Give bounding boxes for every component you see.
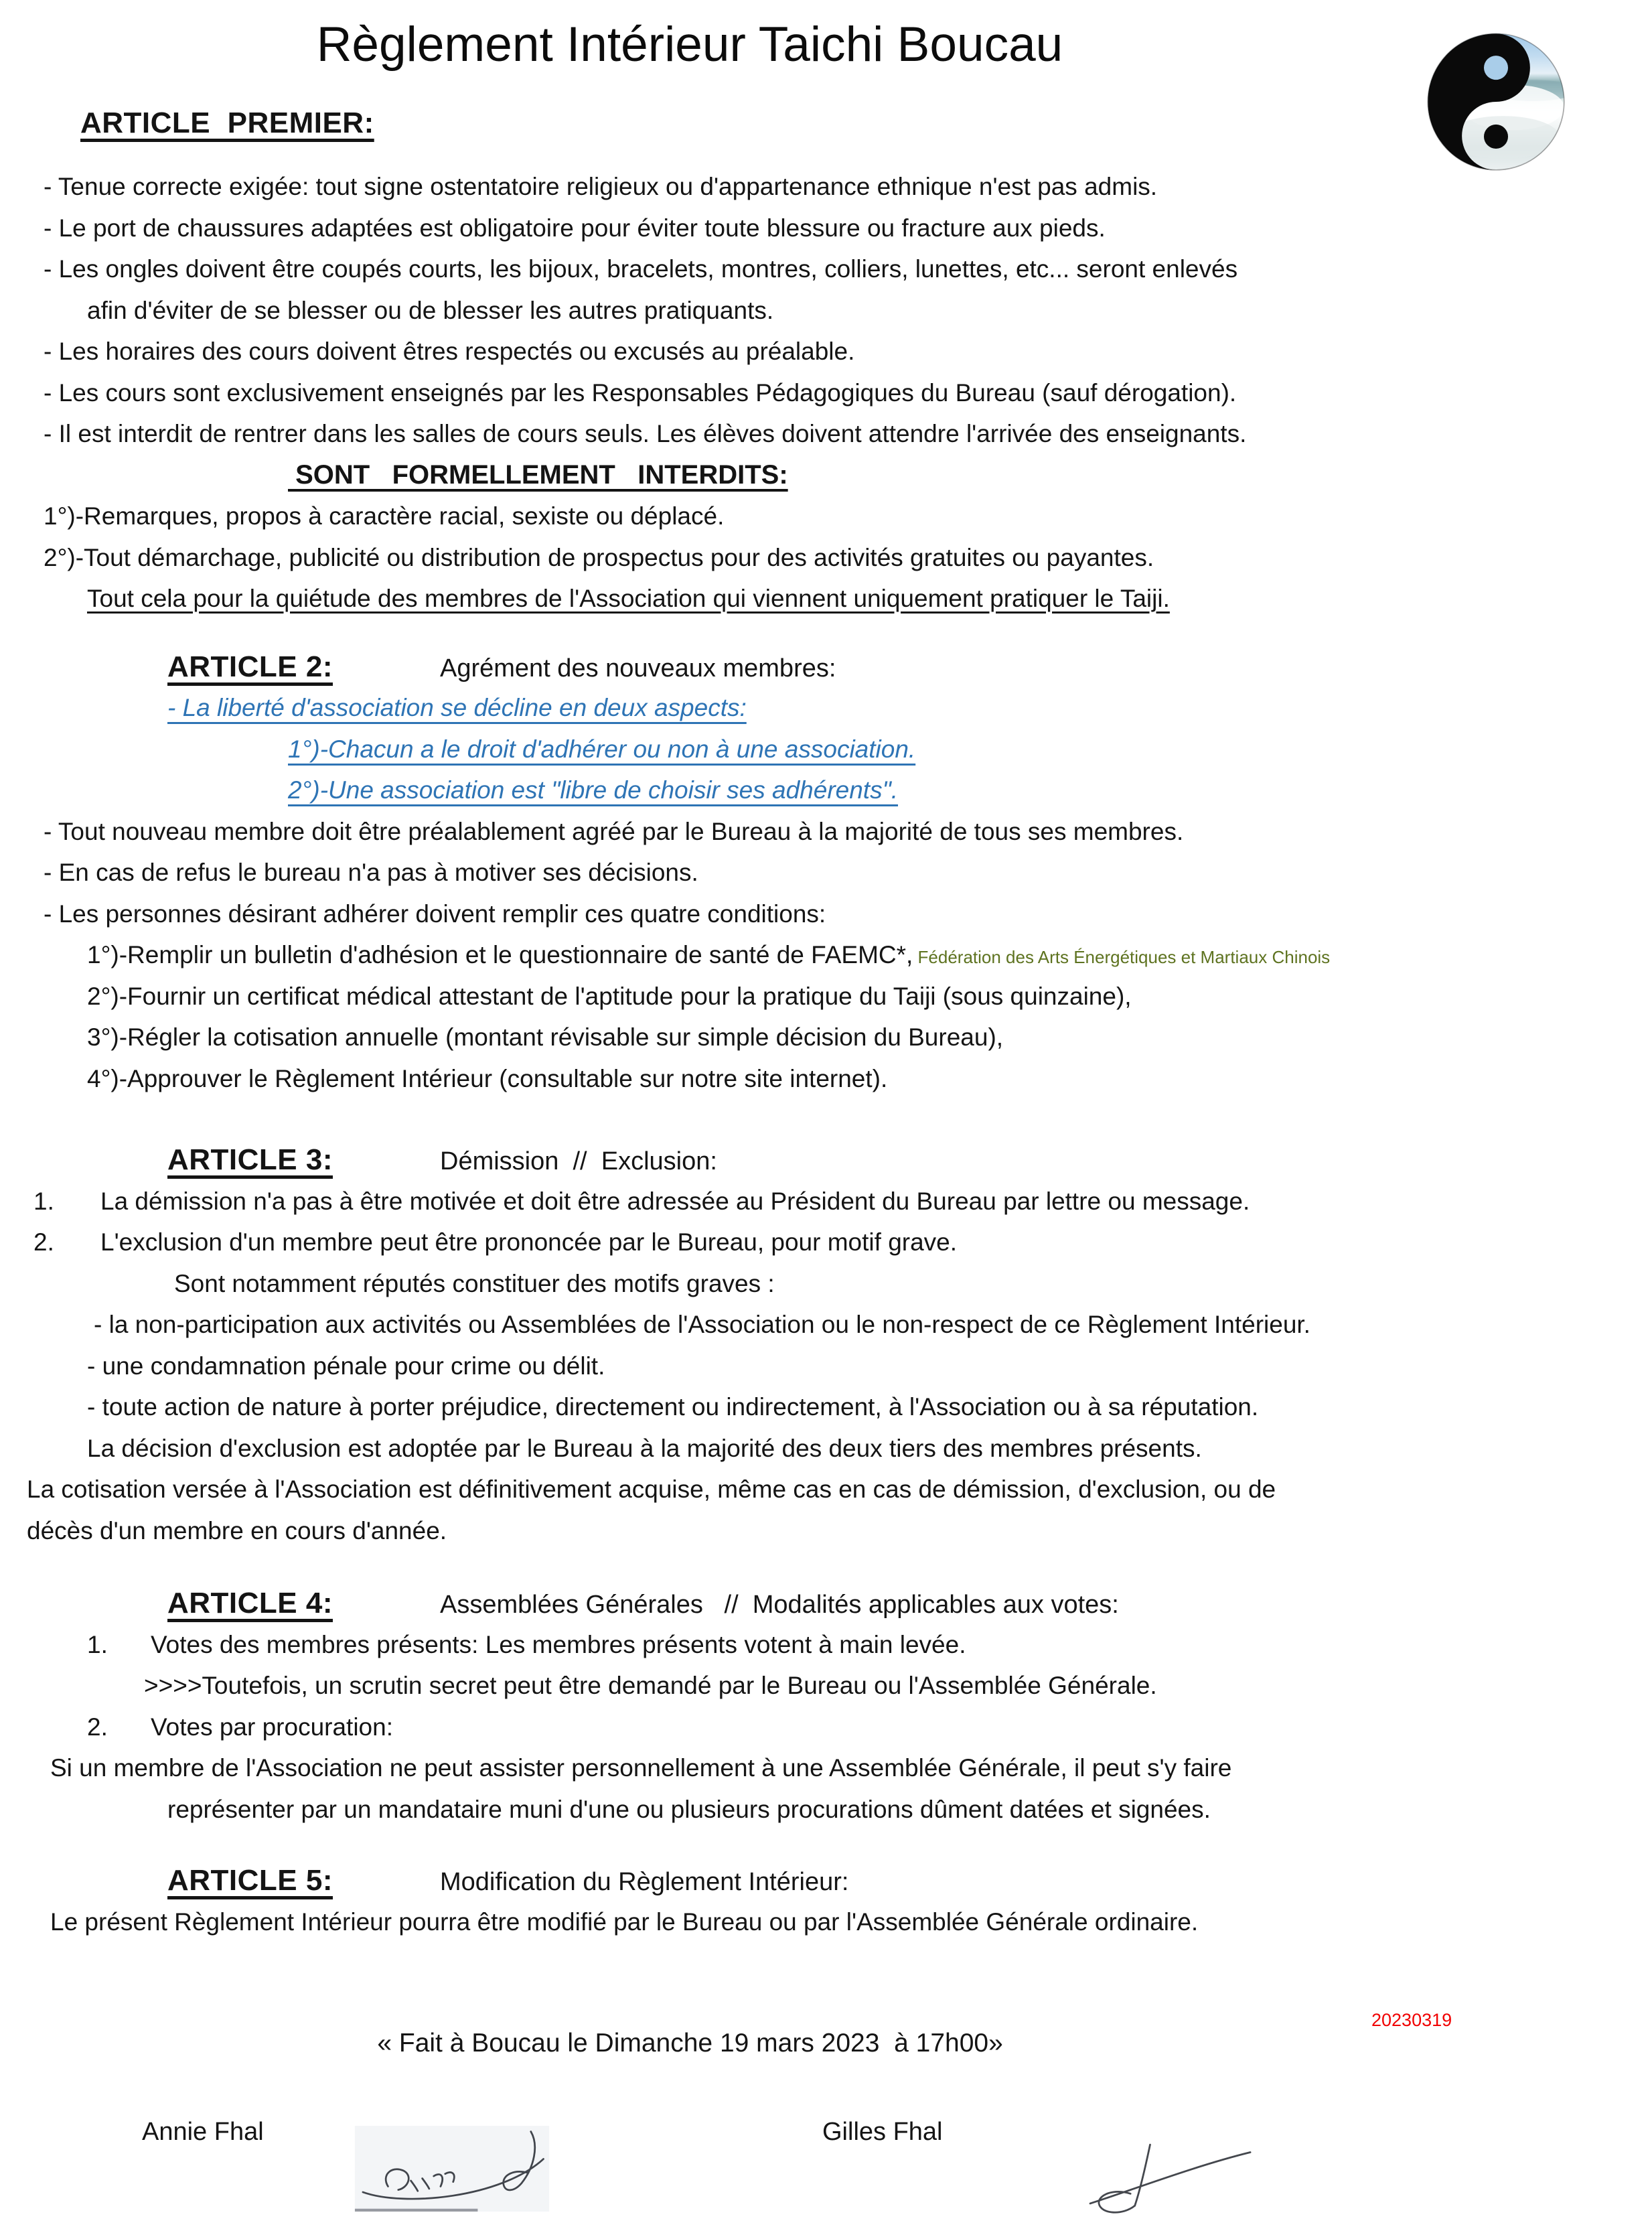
text-span: 2. xyxy=(33,1228,54,1256)
text-span: 2°)-Une association est "libre de choisir ses adhérents". xyxy=(288,776,898,804)
document-page xyxy=(0,12,1652,2235)
text-line xyxy=(0,1665,1652,1707)
yin-sky-dot xyxy=(1484,56,1508,80)
text-line xyxy=(0,208,1652,249)
doc-number: 20230319 xyxy=(1371,2010,1452,2031)
text-line xyxy=(0,1017,1652,1058)
text-line xyxy=(0,496,1652,537)
text-span: Le présent Règlement Intérieur pourra être modifié par le Bureau ou par l'Assemblée Générale ordinaire. xyxy=(50,1907,1199,1936)
interdits-heading xyxy=(0,455,1652,496)
article-3-heading xyxy=(0,1139,1652,1181)
text-span: - La liberté d'association se décline en deux aspects: xyxy=(167,694,747,722)
text-line xyxy=(0,1624,1652,1666)
document-body xyxy=(0,102,1652,1943)
text-span: 1°)-Remplir un bulletin d'adhésion et le questionnaire de santé de FAEMC*, xyxy=(87,941,913,969)
text-line xyxy=(0,1469,1652,1510)
text-span: 1. xyxy=(87,1630,108,1658)
text-span: - Les cours sont exclusivement enseignés par les Responsables Pédagogiques du Bureau (sauf dérogation). xyxy=(44,378,1237,407)
text-line xyxy=(0,1304,1652,1346)
text-span: - la non-participation aux activités ou Assemblées de l'Association ou le non-respect de ce Règlement Intérieur. xyxy=(94,1311,1310,1339)
text-span: >>>>Toutefois, un scrutin secret peut être demandé par le Bureau ou l'Assemblée Générale. xyxy=(144,1672,1157,1700)
text-line xyxy=(0,1901,1652,1943)
text-line xyxy=(0,248,1652,290)
text-span: La cotisation versée à l'Association est définitivement acquise, même cas en cas de démission, d'exclusion, ou de xyxy=(27,1475,1276,1504)
text-line xyxy=(0,770,1652,811)
text-span: - Les ongles doivent être coupés courts, les bijoux, bracelets, montres, colliers, lunettes, etc... seront enlevés xyxy=(44,255,1238,283)
text-line xyxy=(0,729,1652,770)
text-line xyxy=(0,372,1652,414)
text-span: ARTICLE 2: xyxy=(167,650,333,683)
text-span: - Tout nouveau membre doit être préalablement agréé par le Bureau à la majorité de tous ses membres. xyxy=(44,817,1184,845)
text-span: Votes par procuration: xyxy=(151,1713,393,1741)
text-line xyxy=(0,852,1652,893)
text-span: - En cas de refus le bureau n'a pas à motiver ses décisions. xyxy=(44,859,698,887)
annie-signature-image xyxy=(338,2126,566,2212)
text-span: ARTICLE 5: xyxy=(167,1864,333,1897)
text-line xyxy=(0,976,1652,1017)
text-span: Si un membre de l'Association ne peut assister personnellement à une Assemblée Générale, il peut s'y faire xyxy=(50,1754,1232,1782)
text-line xyxy=(0,578,1652,620)
text-span: ARTICLE 3: xyxy=(167,1143,333,1177)
text-line xyxy=(0,166,1652,208)
text-line xyxy=(0,290,1652,332)
text-line xyxy=(0,1428,1652,1469)
text-line xyxy=(0,687,1652,729)
article-5-heading xyxy=(0,1860,1652,1901)
footnote-green-text: Fédération des Arts Énergétiques et Martiaux Chinois xyxy=(913,947,1331,968)
text-span: 1°)-Remarques, propos à caractère racial, sexiste ou déplacé. xyxy=(44,502,725,530)
text-line xyxy=(0,1346,1652,1387)
text-span: Tout cela pour la quiétude des membres de l'Association qui viennent uniquement pratiquer le Taiji. xyxy=(87,585,1170,613)
text-span: Modification du Règlement Intérieur: xyxy=(440,1868,849,1897)
text-line xyxy=(0,413,1652,455)
text-span: Votes des membres présents: Les membres présents votent à main levée. xyxy=(151,1630,966,1658)
text-span: 2°)-Fournir un certificat médical attestant de l'aptitude pour la pratique du Taiji (sous quinzaine), xyxy=(87,982,1132,1010)
text-span: 2. xyxy=(87,1713,108,1741)
text-span: représenter par un mandataire muni d'une ou plusieurs procurations dûment datées et signées. xyxy=(167,1795,1211,1823)
text-span: 2°)-Tout démarchage, publicité ou distribution de prospectus pour des activités gratuites ou payantes. xyxy=(44,543,1154,571)
text-line xyxy=(0,331,1652,372)
signature-block xyxy=(0,2078,1652,2225)
yang-black-dot xyxy=(1484,125,1508,149)
text-span: Agrément des nouveaux membres: xyxy=(440,654,836,682)
text-line xyxy=(0,1747,1652,1789)
text-line xyxy=(0,537,1652,579)
text-line xyxy=(0,1181,1652,1222)
text-span: - une condamnation pénale pour crime ou délit. xyxy=(87,1352,605,1380)
text-span: décès d'un membre en cours d'année. xyxy=(27,1516,447,1544)
text-span: Sont notamment réputés constituer des motifs graves : xyxy=(174,1269,775,1297)
text-span: - toute action de nature à porter préjudice, directement ou indirectement, à l'Association ou à sa réputation. xyxy=(87,1393,1259,1421)
text-span: - Les personnes désirant adhérer doivent remplir ces quatre conditions: xyxy=(44,899,826,928)
text-span: 1°)-Chacun a le droit d'adhérer ou non à une association. xyxy=(288,735,916,763)
text-span: - Il est interdit de rentrer dans les salles de cours seuls. Les élèves doivent attendre l'arrivée des enseignants. xyxy=(44,420,1247,448)
text-span: afin d'éviter de se blesser ou de blesser les autres pratiquants. xyxy=(87,296,774,324)
text-span: SONT FORMELLEMENT INTERDITS: xyxy=(288,459,788,490)
text-line xyxy=(0,1707,1652,1748)
date-row xyxy=(0,1999,1652,2058)
text-line xyxy=(0,811,1652,853)
text-line xyxy=(0,1263,1652,1305)
text-span: ARTICLE PREMIER: xyxy=(80,106,374,139)
text-line xyxy=(0,1058,1652,1100)
text-line xyxy=(0,1386,1652,1428)
page-title: Règlement Intérieur Taichi Boucau xyxy=(316,17,1063,72)
gilles-signature-image xyxy=(1045,2139,1299,2221)
text-line xyxy=(0,1222,1652,1263)
text-span: La démission n'a pas à être motivée et doit être adressée au Président du Bureau par lettre ou message. xyxy=(100,1187,1250,1215)
signatory-name-gilles: Gilles Fhal xyxy=(822,2118,943,2147)
text-span: L'exclusion d'un membre peut être prononcée par le Bureau, pour motif grave. xyxy=(100,1228,958,1256)
text-span: ARTICLE 4: xyxy=(167,1587,333,1620)
text-span: - Tenue correcte exigée: tout signe ostentatoire religieux ou d'appartenance ethnique n'est pas admis. xyxy=(44,173,1158,201)
text-span: 1. xyxy=(33,1187,54,1215)
text-span: La décision d'exclusion est adoptée par le Bureau à la majorité des deux tiers des membres présents. xyxy=(87,1434,1202,1462)
signatory-name-annie: Annie Fhal xyxy=(142,2118,264,2147)
text-span: - Le port de chaussures adaptées est obligatoire pour éviter toute blessure ou fracture aux pieds. xyxy=(44,214,1106,242)
text-line xyxy=(0,1510,1652,1552)
article-4-heading xyxy=(0,1583,1652,1624)
text-line xyxy=(0,1789,1652,1830)
text-span: 3°)-Régler la cotisation annuelle (montant révisable sur simple décision du Bureau), xyxy=(87,1023,1004,1052)
article-1-heading xyxy=(0,102,1652,144)
date-line: « Fait à Boucau le Dimanche 19 mars 2023 à 17h00» xyxy=(377,2029,1003,2058)
text-span: Assemblées Générales // Modalités applicables aux votes: xyxy=(440,1591,1119,1619)
text-line xyxy=(0,934,1652,976)
article-2-heading xyxy=(0,646,1652,688)
text-span: 4°)-Approuver le Règlement Intérieur (consultable sur notre site internet). xyxy=(87,1064,888,1092)
text-span: Démission // Exclusion: xyxy=(440,1147,717,1176)
yin-yang-logo-icon xyxy=(1425,31,1567,173)
text-span: - Les horaires des cours doivent êtres respectés ou excusés au préalable. xyxy=(44,338,855,366)
text-line xyxy=(0,893,1652,935)
